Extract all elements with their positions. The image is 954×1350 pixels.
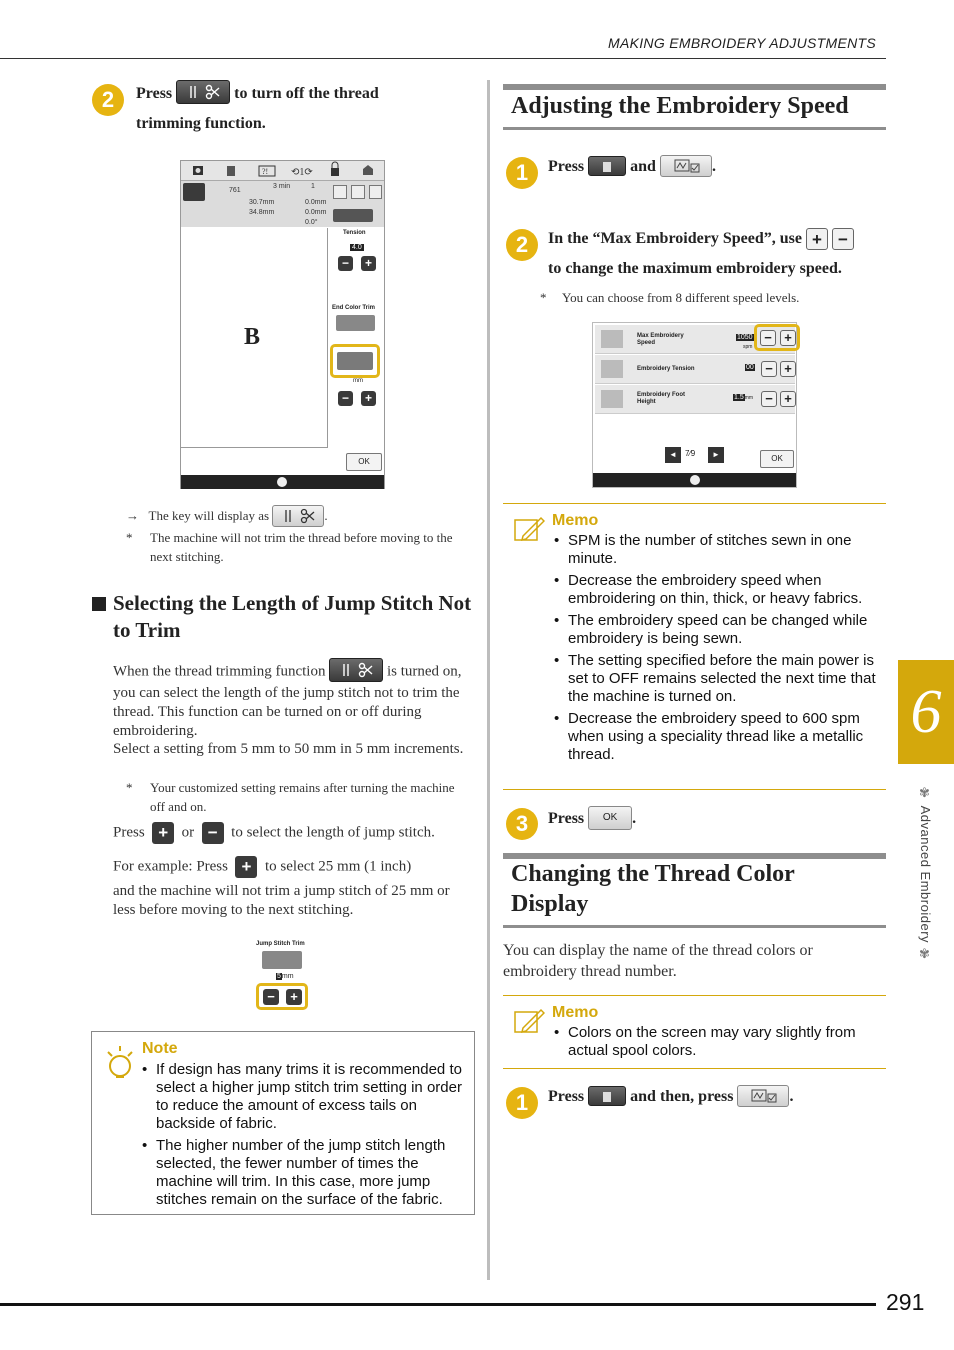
section-bar bbox=[503, 127, 886, 130]
plus-button[interactable]: + bbox=[806, 228, 828, 250]
paragraph: When the thread trimming function is turned on, you can select the length of the jump stitch not to trim the thread. This function can be turned on or off during embroidering. bbox=[113, 660, 473, 741]
column-divider bbox=[487, 80, 490, 1280]
ornament-icon: ✾ bbox=[918, 943, 933, 963]
step-text: to turn off the thread bbox=[234, 85, 379, 102]
jump-stitch-trim-label: Jump Stitch Trim bbox=[256, 941, 305, 947]
header-rule bbox=[0, 58, 886, 59]
section-heading: Selecting the Length of Jump Stitch Not to Trim bbox=[113, 591, 472, 642]
memo-list bbox=[552, 1024, 882, 1064]
step-instruction: In the “Max Embroidery Speed”, use + − to change the maximum embroidery speed. bbox=[548, 224, 893, 284]
list-item: • If design has many trims it is recommended to select a higher jump stitch trim setting in order to reduce the amount of excess tails on backside of fabric. bbox=[140, 1061, 470, 1133]
step-badge: 3 bbox=[506, 808, 538, 840]
chapter-tab: 6 bbox=[898, 660, 954, 764]
step-instruction bbox=[136, 79, 466, 139]
home-icon[interactable] bbox=[277, 477, 287, 487]
thread-trim-key bbox=[329, 658, 383, 682]
prev-page-button[interactable]: ◄ bbox=[665, 447, 681, 463]
plus-button[interactable]: + bbox=[780, 391, 796, 407]
jump-trim-key[interactable] bbox=[337, 352, 373, 370]
machine-screen bbox=[180, 160, 385, 489]
section-bar bbox=[503, 925, 886, 928]
minus-button[interactable]: − bbox=[338, 391, 353, 406]
minus-button[interactable]: − bbox=[761, 391, 777, 407]
toolbar-icons bbox=[181, 161, 384, 181]
plus-button: + bbox=[235, 856, 257, 878]
running-header: MAKING EMBROIDERY ADJUSTMENTS bbox=[608, 35, 876, 51]
home-icon[interactable] bbox=[690, 475, 700, 485]
minus-button[interactable]: − bbox=[761, 361, 777, 377]
settings-screen bbox=[592, 322, 797, 488]
screen-info-panel bbox=[181, 181, 384, 227]
section-bar bbox=[503, 84, 886, 90]
section-square-icon bbox=[92, 597, 106, 611]
design-letter: B bbox=[244, 324, 261, 350]
tension-label: Tension bbox=[343, 230, 366, 236]
screen-button[interactable] bbox=[333, 185, 347, 199]
step-text: trimming function. bbox=[136, 115, 266, 132]
screen-bottom-bar bbox=[593, 473, 796, 487]
end-color-trim-key[interactable] bbox=[336, 315, 375, 331]
note-marker: * bbox=[540, 290, 547, 305]
screen-button[interactable] bbox=[369, 185, 382, 199]
jump-trim-key bbox=[262, 951, 302, 969]
unit-label: mm bbox=[353, 378, 363, 384]
list-item: • Colors on the screen may vary slightly from actual spool colors. bbox=[552, 1024, 882, 1060]
highlight-frame bbox=[256, 983, 308, 1010]
tension-icon bbox=[601, 360, 623, 378]
list-item: • SPM is the number of stitches sewn in one minute. bbox=[552, 532, 882, 568]
plus-button[interactable]: + bbox=[361, 256, 376, 271]
row-label: Embroidery Tension bbox=[637, 366, 695, 372]
embroidery-settings-key[interactable] bbox=[660, 155, 712, 177]
list-item: • The embroidery speed can be changed while embroidery is being sewn. bbox=[552, 612, 882, 648]
row-unit: spm bbox=[743, 344, 753, 350]
minus-button[interactable]: − bbox=[338, 256, 353, 271]
minus-button[interactable]: − bbox=[832, 228, 854, 250]
row-label: Max Embroidery Speed bbox=[637, 333, 684, 346]
note-box bbox=[91, 1031, 475, 1215]
memo-pencil-icon bbox=[513, 1008, 545, 1034]
paragraph: You can display the name of the thread colors or embroidery thread number. bbox=[503, 942, 813, 980]
memo-rule bbox=[503, 789, 886, 790]
lightbulb-icon bbox=[104, 1044, 136, 1082]
speed-icon bbox=[601, 330, 623, 348]
row-value: 1.5mm bbox=[734, 394, 754, 401]
scissors-icon bbox=[273, 506, 323, 526]
note-marker: * bbox=[126, 530, 133, 545]
memo-list bbox=[552, 532, 882, 768]
stitch-count: 761 bbox=[229, 187, 241, 194]
embroidery-settings-icon bbox=[738, 1086, 788, 1106]
memo-rule bbox=[503, 995, 886, 996]
time-readout: 3 min bbox=[273, 183, 291, 190]
memo-rule bbox=[503, 1068, 886, 1069]
footnote-text: The machine will not trim the thread before moving to the next stitching. bbox=[150, 530, 453, 564]
chapter-label: Advanced Embroidery bbox=[918, 805, 933, 944]
trim-off-key bbox=[272, 505, 324, 527]
page-icon bbox=[589, 158, 625, 176]
plus-button[interactable]: + bbox=[361, 391, 376, 406]
offset-y: 0.0mm bbox=[305, 209, 327, 216]
footnote-text: Your customized setting remains after turning the machine off and on. bbox=[150, 780, 455, 814]
section-heading: Changing the Thread Color Display bbox=[511, 861, 795, 917]
settings-row bbox=[595, 385, 795, 414]
minus-button[interactable]: − bbox=[760, 330, 776, 346]
plus-button[interactable]: + bbox=[780, 330, 796, 346]
color-count: 1 bbox=[311, 183, 315, 190]
minus-button[interactable]: − bbox=[263, 989, 279, 1005]
machine-icon bbox=[183, 183, 205, 201]
example-line: For example: Press + to select 25 mm (1 inch) bbox=[113, 857, 412, 876]
memo-title: Memo bbox=[552, 1004, 599, 1021]
screen-toolbar bbox=[181, 161, 384, 181]
tension-value: 4.0 bbox=[352, 244, 362, 251]
note-marker: * bbox=[126, 780, 133, 795]
embroidery-settings-icon bbox=[661, 156, 711, 176]
edit-button[interactable] bbox=[333, 209, 373, 222]
plus-button[interactable]: + bbox=[780, 361, 796, 377]
memo-rule bbox=[503, 503, 886, 504]
screen-bottom-bar bbox=[181, 475, 384, 489]
thread-trim-key[interactable] bbox=[176, 80, 230, 104]
page-indicator: 7⁄9 bbox=[685, 449, 696, 458]
settings-key[interactable] bbox=[588, 1086, 626, 1106]
offset-x: 0.0mm bbox=[305, 199, 327, 206]
note-title: Note bbox=[142, 1040, 178, 1057]
paragraph: Select a setting from 5 mm to 50 mm in 5 mm increments. bbox=[113, 741, 464, 757]
footnote-text: You can choose from 8 different speed levels. bbox=[562, 290, 800, 305]
list-item: • Decrease the embroidery speed when embroidering on thin, thick, or heavy fabrics. bbox=[552, 572, 882, 608]
footer-rule bbox=[0, 1303, 876, 1306]
settings-row bbox=[595, 355, 795, 384]
next-page-button[interactable]: ► bbox=[708, 447, 724, 463]
embroidery-preview bbox=[181, 228, 328, 448]
list-item: • The setting specified before the main power is set to OFF remains selected the next time that the machine is turned on. bbox=[552, 652, 882, 706]
size-width: 30.7mm bbox=[249, 199, 275, 206]
row-value: 1050 bbox=[737, 334, 753, 341]
plus-button: + bbox=[152, 822, 174, 844]
highlight-frame bbox=[330, 344, 380, 378]
foot-height-icon bbox=[601, 390, 623, 408]
step-instruction: Press and . bbox=[548, 152, 888, 182]
ok-button[interactable]: OK bbox=[346, 453, 382, 471]
screen-button[interactable] bbox=[351, 185, 365, 199]
page-number: 291 bbox=[886, 1289, 925, 1315]
ok-key[interactable]: OK bbox=[588, 806, 632, 830]
row-value: 00 bbox=[746, 364, 754, 371]
scissors-icon bbox=[330, 659, 382, 681]
press-instruction: Press + or − to select the length of jump stitch. bbox=[113, 823, 435, 842]
size-height: 34.8mm bbox=[249, 209, 275, 216]
paragraph: and the machine will not trim a jump stitch of 25 mm or less before moving to the next stitching. bbox=[113, 883, 450, 918]
rotation: 0.0° bbox=[305, 219, 318, 226]
note-list bbox=[140, 1061, 470, 1213]
scissors-icon bbox=[177, 81, 229, 103]
step-badge: 1 bbox=[506, 1087, 538, 1119]
jump-value: 5mm bbox=[277, 973, 294, 980]
list-item: • The higher number of the jump stitch length selected, the fewer number of times the machine will trim. In this case, more jump stitches remain on the surface of the fabric. bbox=[140, 1137, 470, 1209]
section-heading: Adjusting the Embroidery Speed bbox=[511, 93, 849, 119]
plus-button[interactable]: + bbox=[286, 989, 302, 1005]
memo-title: Memo bbox=[552, 512, 599, 529]
step-instruction: Press OK . bbox=[548, 804, 636, 834]
step-badge: 2 bbox=[506, 229, 538, 261]
step-instruction: Press and then, press . bbox=[548, 1082, 888, 1112]
result-note: → The key will display as . bbox=[126, 506, 476, 528]
step-badge: 2 bbox=[92, 84, 124, 116]
step-badge: 1 bbox=[506, 157, 538, 189]
svg-text:?!: ?! bbox=[262, 167, 269, 176]
step-text: Press bbox=[136, 85, 173, 102]
chapter-side-label bbox=[913, 786, 933, 1006]
page-icon bbox=[589, 1088, 625, 1106]
svg-text:⟲1⟳: ⟲1⟳ bbox=[291, 167, 313, 178]
memo-pencil-icon bbox=[513, 516, 545, 542]
ok-button[interactable]: OK bbox=[760, 450, 794, 468]
embroidery-settings-key[interactable] bbox=[737, 1085, 789, 1107]
minus-button: − bbox=[202, 822, 224, 844]
ornament-icon: ✾ bbox=[918, 786, 933, 806]
list-item: • Decrease the embroidery speed to 600 spm when using a speciality thread like a metallic thread. bbox=[552, 710, 882, 764]
settings-key[interactable] bbox=[588, 156, 626, 176]
highlight-frame bbox=[754, 324, 800, 351]
row-label: Embroidery Foot Height bbox=[637, 392, 686, 405]
end-color-trim-label: End Color Trim bbox=[332, 305, 376, 311]
